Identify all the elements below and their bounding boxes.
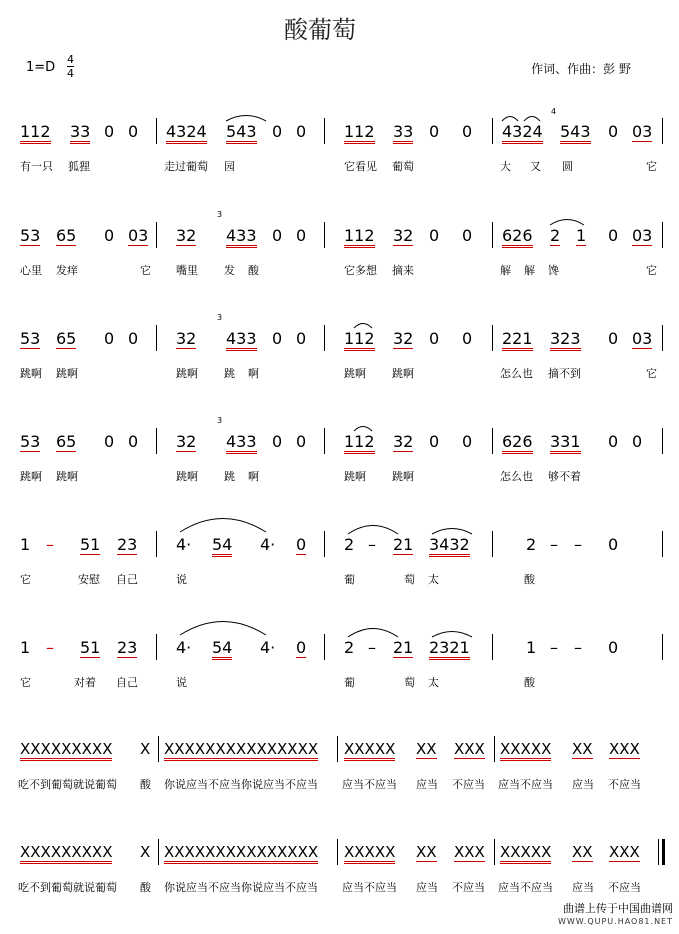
time-sig-bottom: 4 — [67, 67, 74, 80]
lyric: 走过葡萄 — [164, 160, 208, 173]
note: 4324 — [166, 122, 207, 144]
note: 626 — [502, 226, 533, 248]
lyric: 酸 — [524, 676, 535, 689]
note: 2321 — [429, 638, 470, 660]
lyric: 解 — [500, 264, 511, 277]
slur — [430, 628, 474, 638]
slur — [346, 624, 400, 638]
note: 0 — [104, 122, 115, 141]
lyric: 它 — [646, 160, 657, 173]
lyric: 应当不应当 — [498, 881, 553, 894]
lyric: 馋 — [548, 264, 559, 277]
note: 23 — [117, 638, 138, 657]
song-title: 酸葡萄 — [284, 16, 356, 44]
lyric: 自己 — [116, 573, 138, 586]
barline — [662, 634, 663, 660]
lyric: 跳啊 — [176, 367, 198, 380]
note: 0 — [128, 432, 139, 451]
note-dash: – — [368, 638, 376, 657]
lyric: 园 — [224, 160, 235, 173]
score-row-2 — [0, 210, 679, 296]
score-row-1 — [0, 107, 679, 192]
rhythm: XXX — [609, 843, 640, 861]
slur — [346, 521, 400, 535]
lyric: 它 — [646, 367, 657, 380]
slur — [178, 616, 268, 636]
slur — [352, 319, 374, 329]
lyric: 有一只 — [20, 160, 53, 173]
barline — [662, 325, 663, 351]
note: 331 — [550, 432, 581, 454]
note: 0 — [608, 535, 619, 554]
note: 33 — [393, 122, 413, 144]
lyric: 说 — [176, 573, 187, 586]
note: 1 — [576, 226, 587, 245]
barline — [492, 222, 493, 248]
note: 4· — [260, 535, 276, 554]
barline — [324, 634, 325, 660]
footer-line1: 曲谱上传于中国曲谱网 — [563, 902, 673, 915]
rhythm: XXXXX — [344, 843, 395, 864]
lyric: 应当不应当 — [498, 778, 553, 791]
lyric: 摘来 — [392, 264, 414, 277]
lyric: 发痒 — [56, 264, 78, 277]
barline — [658, 839, 659, 865]
note: 0 — [296, 432, 307, 451]
barline — [662, 118, 663, 144]
note: 112 — [20, 122, 51, 144]
note: 0 — [272, 329, 283, 348]
barline — [324, 428, 325, 454]
lyric: 酸 — [248, 264, 259, 277]
note: 112 — [344, 329, 375, 351]
lyric: 太 — [428, 676, 439, 689]
footer-watermark — [533, 902, 673, 928]
note: 65 — [56, 329, 77, 348]
lyric: 萄 — [404, 676, 415, 689]
lyric: 应当 — [572, 881, 594, 894]
lyric: 解 — [524, 264, 535, 277]
barline — [492, 634, 493, 660]
lyric: 吃不到葡萄就说葡萄 — [18, 881, 117, 894]
note: 112 — [344, 122, 375, 144]
note: 0 — [296, 226, 307, 245]
note: 03 — [632, 329, 653, 348]
note: 0 — [429, 432, 440, 451]
lyric: 酸 — [524, 573, 535, 586]
rhythm: XXXXXXXXXXXXXXX — [164, 843, 318, 864]
triplet-mark: 3 — [217, 210, 223, 219]
lyric: 它 — [20, 676, 31, 689]
note: 32 — [393, 432, 414, 451]
rhythm: X — [140, 740, 151, 758]
note: 0 — [128, 122, 139, 141]
barline — [324, 325, 325, 351]
barline — [156, 428, 157, 454]
barline — [324, 531, 325, 557]
lyric: 对着 — [74, 676, 96, 689]
lyric: 吃不到葡萄就说葡萄 — [18, 778, 117, 791]
score-row-5 — [0, 535, 679, 605]
lyric: 嘴里 — [176, 264, 198, 277]
lyric: 发 — [224, 264, 235, 277]
note: 0 — [296, 122, 307, 141]
note: 51 — [80, 638, 101, 657]
note: 03 — [632, 226, 653, 245]
lyric: 它 — [140, 264, 151, 277]
slur — [352, 422, 374, 432]
footer-line2: WWW.QUPU.HAO81.NET — [557, 917, 673, 926]
note-dash: – — [550, 638, 558, 657]
lyric: 又 — [530, 160, 541, 173]
barline — [662, 222, 663, 248]
lyric: 酸 — [140, 881, 151, 894]
lyric: 它多想 — [344, 264, 377, 277]
note: 433 — [226, 329, 257, 351]
lyric: 跳啊 — [176, 470, 198, 483]
barline — [337, 736, 338, 762]
score-row-7 — [0, 740, 679, 810]
final-barline — [662, 839, 665, 865]
note: 32 — [393, 329, 414, 348]
note: 0 — [272, 432, 283, 451]
note: 2 — [526, 535, 537, 554]
rhythm: XXXXXXXXX — [20, 843, 112, 864]
lyric: 不应当 — [452, 881, 485, 894]
rhythm: XXX — [609, 740, 640, 758]
note: 1 — [20, 638, 31, 657]
time-sig-top: 4 — [67, 53, 74, 66]
note: 32 — [393, 226, 414, 245]
note: 21 — [393, 638, 414, 657]
lyric: 圆 — [562, 160, 573, 173]
note: 0 — [632, 432, 643, 451]
slur — [522, 112, 542, 122]
barline — [156, 325, 157, 351]
lyric: 跳啊 — [56, 470, 78, 483]
lyric: 应当 — [572, 778, 594, 791]
note: 65 — [56, 226, 77, 245]
lyric: 跳啊 — [344, 470, 366, 483]
note: 4324 — [502, 122, 543, 144]
rhythm: XX — [572, 843, 593, 861]
barline — [156, 222, 157, 248]
note: 65 — [56, 432, 77, 451]
note: 23 — [117, 535, 138, 554]
note: 0 — [608, 638, 619, 657]
note: 0 — [104, 329, 115, 348]
lyric: 跳啊 — [20, 470, 42, 483]
note: 54 — [212, 535, 232, 557]
note: 2 — [344, 638, 355, 657]
lyric: 跳啊 — [344, 367, 366, 380]
note-dash: – — [574, 535, 582, 554]
note: 4· — [260, 638, 276, 657]
note: 543 — [560, 122, 591, 144]
lyric: 它 — [20, 573, 31, 586]
barline — [324, 118, 325, 144]
note: 03 — [632, 122, 653, 141]
barline — [662, 428, 663, 454]
note: 21 — [393, 535, 414, 554]
credits: 作词、作曲：彭 野 — [531, 62, 631, 76]
note-dash: – — [368, 535, 376, 554]
lyric: 不应当 — [608, 881, 641, 894]
grace-mark: 4 — [551, 107, 557, 116]
slur — [430, 525, 474, 535]
barline — [492, 325, 493, 351]
time-signature — [67, 54, 74, 80]
slur — [178, 513, 268, 533]
lyric: 跳啊 — [392, 367, 414, 380]
note: 53 — [20, 432, 41, 451]
score-row-4 — [0, 416, 679, 502]
lyric: 跳啊 — [20, 367, 42, 380]
note: 0 — [272, 122, 283, 141]
rhythm: XXXXXXXXX — [20, 740, 112, 761]
lyric: 萄 — [404, 573, 415, 586]
lyric: 啊 — [248, 367, 259, 380]
slur — [224, 112, 268, 122]
lyric: 怎么也 — [500, 470, 533, 483]
rhythm: XXX — [454, 843, 485, 861]
note: 3432 — [429, 535, 470, 557]
barline — [156, 118, 157, 144]
note: 0 — [462, 432, 473, 451]
barline — [156, 531, 157, 557]
note: 0 — [104, 432, 115, 451]
note: 54 — [212, 638, 232, 660]
triplet-mark: 3 — [217, 416, 223, 425]
note: 0 — [429, 122, 440, 141]
note: 433 — [226, 226, 257, 248]
note: 4· — [176, 638, 192, 657]
note: 32 — [176, 226, 197, 245]
note: 0 — [296, 535, 307, 554]
score-row-3 — [0, 313, 679, 399]
note: 53 — [20, 329, 41, 348]
barline — [494, 736, 495, 762]
barline — [156, 634, 157, 660]
note: 0 — [104, 226, 115, 245]
lyric: 太 — [428, 573, 439, 586]
note: 32 — [176, 329, 197, 348]
lyric: 葡 — [344, 676, 355, 689]
lyric: 跳 — [224, 470, 235, 483]
lyric: 跳啊 — [392, 470, 414, 483]
rhythm: XXX — [454, 740, 485, 758]
lyric: 跳啊 — [56, 367, 78, 380]
lyric: 应当不应当 — [342, 778, 397, 791]
lyric: 酸 — [140, 778, 151, 791]
rhythm: X — [140, 843, 151, 861]
note: 0 — [429, 226, 440, 245]
note: 543 — [226, 122, 257, 144]
note: 2 — [344, 535, 355, 554]
note: 433 — [226, 432, 257, 454]
lyric: 说 — [176, 676, 187, 689]
lyric: 摘不到 — [548, 367, 581, 380]
score-row-6 — [0, 638, 679, 708]
lyric: 安慰 — [78, 573, 100, 586]
lyric: 怎么也 — [500, 367, 533, 380]
note: 0 — [128, 329, 139, 348]
key-signature: 1=D — [26, 60, 56, 75]
note: 32 — [176, 432, 197, 451]
note: 0 — [608, 329, 619, 348]
lyric: 它看见 — [344, 160, 377, 173]
lyric: 啊 — [248, 470, 259, 483]
rhythm: XXXXX — [500, 843, 551, 864]
lyric: 葡 — [344, 573, 355, 586]
barline — [494, 839, 495, 865]
note: 0 — [272, 226, 283, 245]
barline — [492, 428, 493, 454]
note-dash: – — [46, 535, 54, 554]
note-dash: – — [46, 638, 54, 657]
barline — [662, 531, 663, 557]
lyric: 自己 — [116, 676, 138, 689]
slur — [548, 216, 586, 226]
note: 221 — [502, 329, 533, 351]
note: 2 — [550, 226, 561, 245]
note: 53 — [20, 226, 41, 245]
note: 03 — [128, 226, 149, 245]
rhythm: XXXXXXXXXXXXXXX — [164, 740, 318, 761]
note: 0 — [462, 122, 473, 141]
note: 33 — [70, 122, 90, 144]
lyric: 应当不应当 — [342, 881, 397, 894]
rhythm: XX — [572, 740, 593, 758]
note: 0 — [608, 226, 619, 245]
lyric: 你说应当不应当你说应当不应当 — [164, 778, 318, 791]
note: 323 — [550, 329, 581, 351]
note: 0 — [608, 122, 619, 141]
lyric: 心里 — [20, 264, 42, 277]
rhythm: XXXXX — [500, 740, 551, 761]
note: 0 — [462, 329, 473, 348]
barline — [492, 531, 493, 557]
lyric: 它 — [646, 264, 657, 277]
lyric: 应当 — [416, 778, 438, 791]
lyric: 狐狸 — [68, 160, 90, 173]
barline — [337, 839, 338, 865]
rhythm: XX — [416, 740, 437, 758]
triplet-mark: 3 — [217, 313, 223, 322]
note: 112 — [344, 432, 375, 454]
lyric: 大 — [500, 160, 511, 173]
note: 626 — [502, 432, 533, 454]
barline — [158, 839, 159, 865]
slur — [500, 112, 520, 122]
note-dash: – — [550, 535, 558, 554]
note: 0 — [296, 638, 307, 657]
note: 51 — [80, 535, 101, 554]
lyric: 不应当 — [608, 778, 641, 791]
lyric: 够不着 — [548, 470, 581, 483]
note: 0 — [296, 329, 307, 348]
note: 4· — [176, 535, 192, 554]
note: 0 — [429, 329, 440, 348]
note: 1 — [526, 638, 537, 657]
note: 0 — [608, 432, 619, 451]
note: 0 — [462, 226, 473, 245]
barline — [324, 222, 325, 248]
rhythm: XXXXX — [344, 740, 395, 761]
lyric: 你说应当不应当你说应当不应当 — [164, 881, 318, 894]
rhythm: XX — [416, 843, 437, 861]
lyric: 跳 — [224, 367, 235, 380]
lyric: 不应当 — [452, 778, 485, 791]
note-dash: – — [574, 638, 582, 657]
lyric: 应当 — [416, 881, 438, 894]
barline — [492, 118, 493, 144]
barline — [158, 736, 159, 762]
note: 112 — [344, 226, 375, 248]
lyric: 葡萄 — [392, 160, 414, 173]
note: 1 — [20, 535, 31, 554]
